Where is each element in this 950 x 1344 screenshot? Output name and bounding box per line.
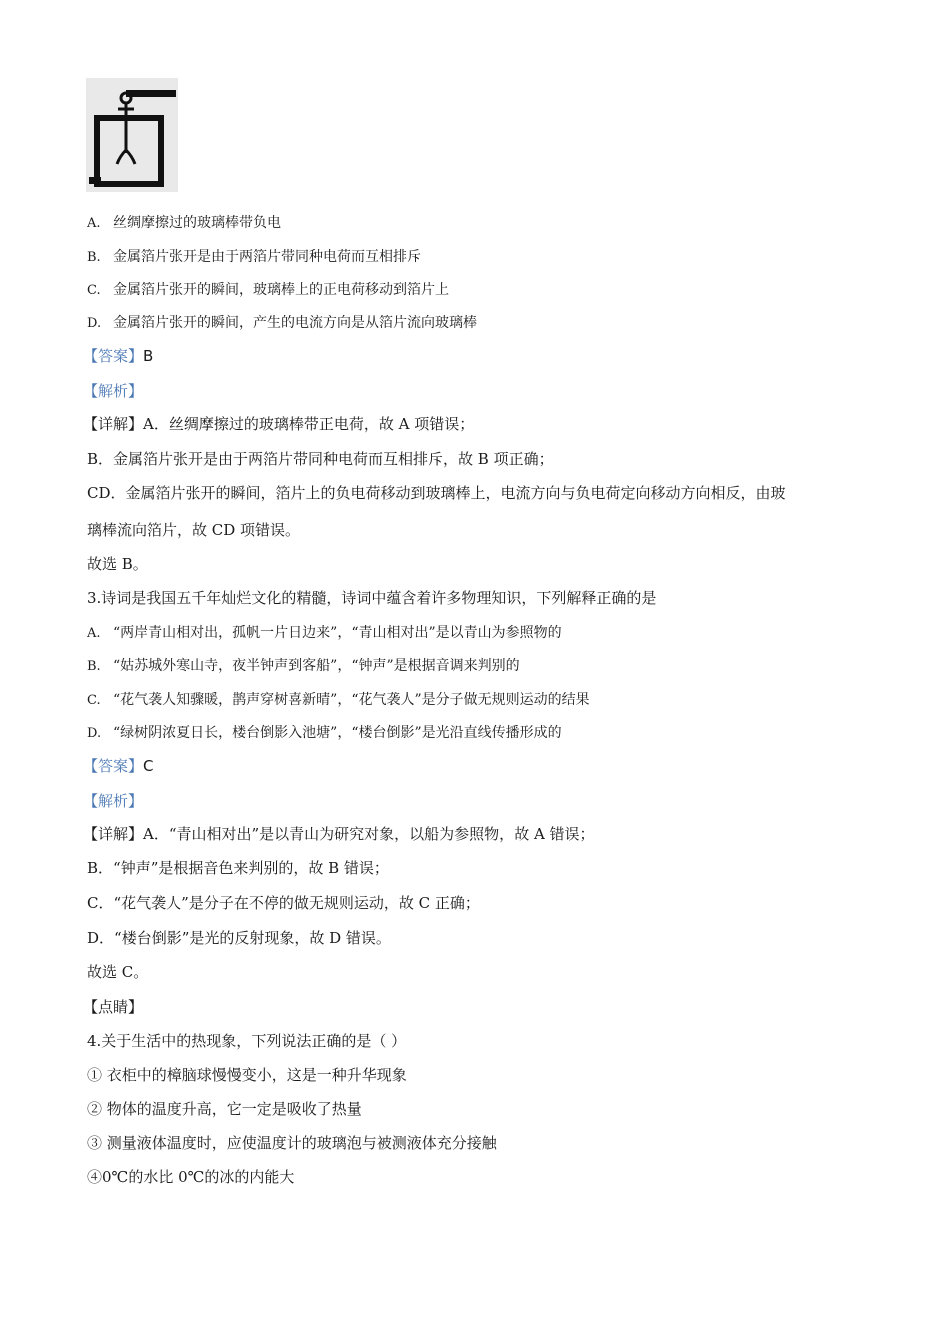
answer-value: B — [143, 347, 154, 365]
option-label: D. — [87, 316, 102, 331]
q3-answer — [83, 754, 154, 778]
q4-item: ① 衣柜中的樟脑球慢慢变小，这是一种升华现象 — [87, 1066, 407, 1084]
option-text: 金属箔片张开是由于两箔片带同种电荷而互相排斥 — [113, 249, 421, 265]
q2-conclusion: 故选 B。 — [87, 555, 148, 573]
answer-tag: 【答案】 — [83, 757, 144, 775]
q2-answer — [83, 344, 153, 368]
q2-detail-line: B．金属箔片张开是由于两箔片带同种电荷而互相排斥，故 B 项正确； — [87, 450, 554, 468]
option-label: C. — [87, 693, 101, 708]
q3-comment-tag: 【点睛】 — [83, 998, 144, 1016]
detail-text: A．丝绸摩擦过的玻璃棒带正电荷，故 A 项错误； — [143, 415, 475, 433]
option-label: B. — [87, 250, 101, 265]
q3-detail-line — [83, 822, 595, 846]
q2-option-a — [87, 211, 281, 236]
q2-option-b — [87, 245, 421, 270]
detail-tag: 【详解】 — [83, 415, 144, 433]
option-label: B. — [87, 659, 101, 674]
detail-text: A．“青山相对出”是以青山为研究对象，以船为参照物，故 A 错误； — [143, 825, 595, 843]
q3-analysis-tag: 【解析】 — [83, 792, 144, 810]
option-text: “两岸青山相对出，孤帆一片日边来”，“青山相对出”是以青山为参照物的 — [113, 625, 562, 641]
q3-option-a — [87, 621, 562, 646]
q4-item: ② 物体的温度升高，它一定是吸收了热量 — [87, 1100, 362, 1118]
q2-detail-line: CD．金属箔片张开的瞬间，箔片上的负电荷移动到玻璃棒上，电流方向与负电荷定向移动方向相反，由玻 — [87, 484, 786, 502]
detail-tag: 【详解】 — [83, 825, 144, 843]
option-text: “花气袭人知骤暖，鹊声穿树喜新晴”，“花气袭人”是分子做无规则运动的结果 — [113, 692, 590, 708]
q3-option-b — [87, 654, 520, 679]
option-label: A. — [87, 216, 101, 231]
q2-detail-line: 璃棒流向箔片，故 CD 项错误。 — [87, 521, 301, 539]
answer-value: C — [143, 757, 154, 775]
option-label: A. — [87, 626, 101, 641]
q3-option-d — [87, 721, 562, 746]
option-text: “姑苏城外寒山寺，夜半钟声到客船”，“钟声”是根据音调来判别的 — [113, 658, 520, 674]
q2-analysis-tag: 【解析】 — [83, 382, 144, 400]
q4-stem: 4.关于生活中的热现象，下列说法正确的是（ ） — [87, 1032, 407, 1050]
option-text: 金属箔片张开的瞬间，产生的电流方向是从箔片流向玻璃棒 — [113, 315, 477, 331]
q3-stem: 3.诗词是我国五千年灿烂文化的精髓，诗词中蕴含着许多物理知识，下列解释正确的是 — [87, 589, 657, 607]
q2-detail-line — [83, 412, 474, 436]
q3-detail-line: C．“花气袭人”是分子在不停的做无规则运动，故 C 正确； — [87, 894, 480, 912]
q4-item: ③ 测量液体温度时，应使温度计的玻璃泡与被测液体充分接触 — [87, 1134, 497, 1152]
electroscope-figure — [86, 78, 178, 192]
option-text: “绿树阴浓夏日长，楼台倒影入池塘”，“楼台倒影”是光沿直线传播形成的 — [113, 725, 562, 741]
q2-option-c — [87, 278, 449, 303]
q3-option-c — [87, 688, 590, 713]
q3-conclusion: 故选 C。 — [87, 963, 149, 981]
q3-detail-line: B．“钟声”是根据音色来判别的，故 B 错误； — [87, 859, 389, 877]
option-text: 丝绸摩擦过的玻璃棒带负电 — [113, 215, 281, 231]
q4-item: ④0℃的水比 0℃的冰的内能大 — [87, 1168, 295, 1186]
q2-option-d — [87, 311, 477, 336]
option-label: D. — [87, 726, 102, 741]
option-label: C. — [87, 283, 101, 298]
option-text: 金属箔片张开的瞬间，玻璃棒上的正电荷移动到箔片上 — [113, 282, 449, 298]
answer-tag: 【答案】 — [83, 347, 144, 365]
q3-detail-line: D．“楼台倒影”是光的反射现象，故 D 错误。 — [87, 929, 391, 947]
